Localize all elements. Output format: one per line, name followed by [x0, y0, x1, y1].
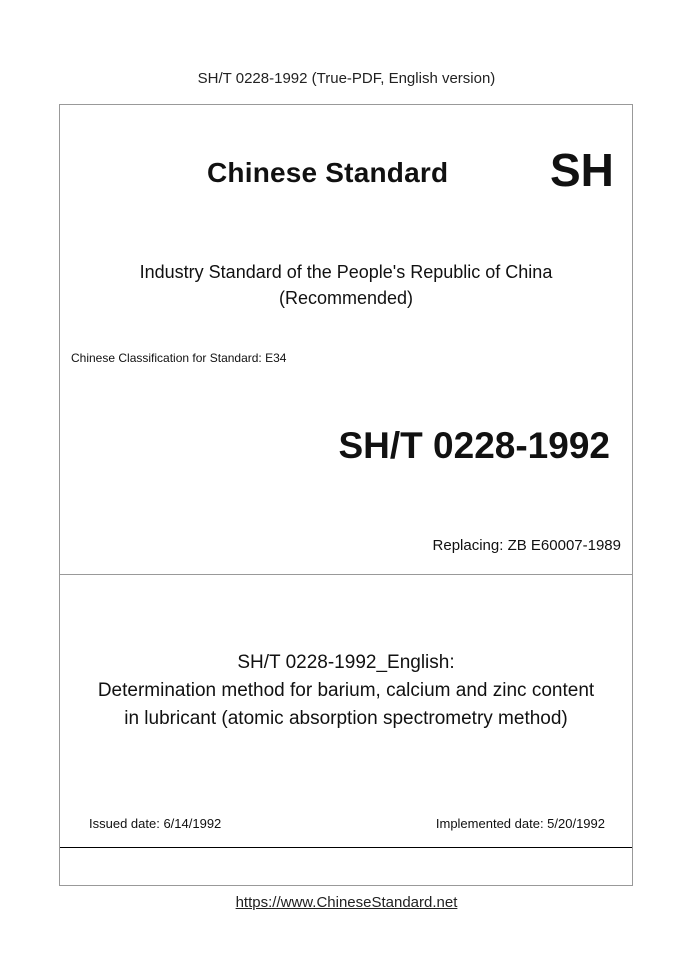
section-divider	[60, 574, 632, 575]
page-header: SH/T 0228-1992 (True-PDF, English version)	[197, 70, 496, 87]
bottom-box	[60, 847, 632, 886]
issued-date: Issued date: 6/14/1992	[89, 816, 222, 831]
industry-standard-heading	[60, 259, 632, 311]
classification-text: Chinese Classification for Standard: E34	[71, 351, 287, 365]
implemented-date: Implemented date: 5/20/1992	[435, 816, 605, 831]
website-link[interactable]: https://www.ChineseStandard.net	[235, 894, 458, 911]
document-title	[60, 649, 632, 733]
replacing-text: Replacing: ZB E60007-1989	[432, 537, 621, 554]
doc-title-line-1: SH/T 0228-1992_English:	[237, 652, 455, 673]
doc-title-line-2: Determination method for barium, calcium and zinc content	[97, 680, 595, 701]
cover-frame	[59, 104, 633, 886]
sh-mark: SH	[550, 144, 614, 196]
chinese-standard-title: Chinese Standard	[207, 157, 449, 188]
industry-line-1: Industry Standard of the People's Republic of China	[139, 262, 553, 282]
standard-code: SH/T 0228-1992	[338, 425, 610, 466]
doc-title-line-3: in lubricant (atomic absorption spectrometry method)	[124, 708, 568, 729]
industry-line-2: (Recommended)	[278, 288, 414, 308]
